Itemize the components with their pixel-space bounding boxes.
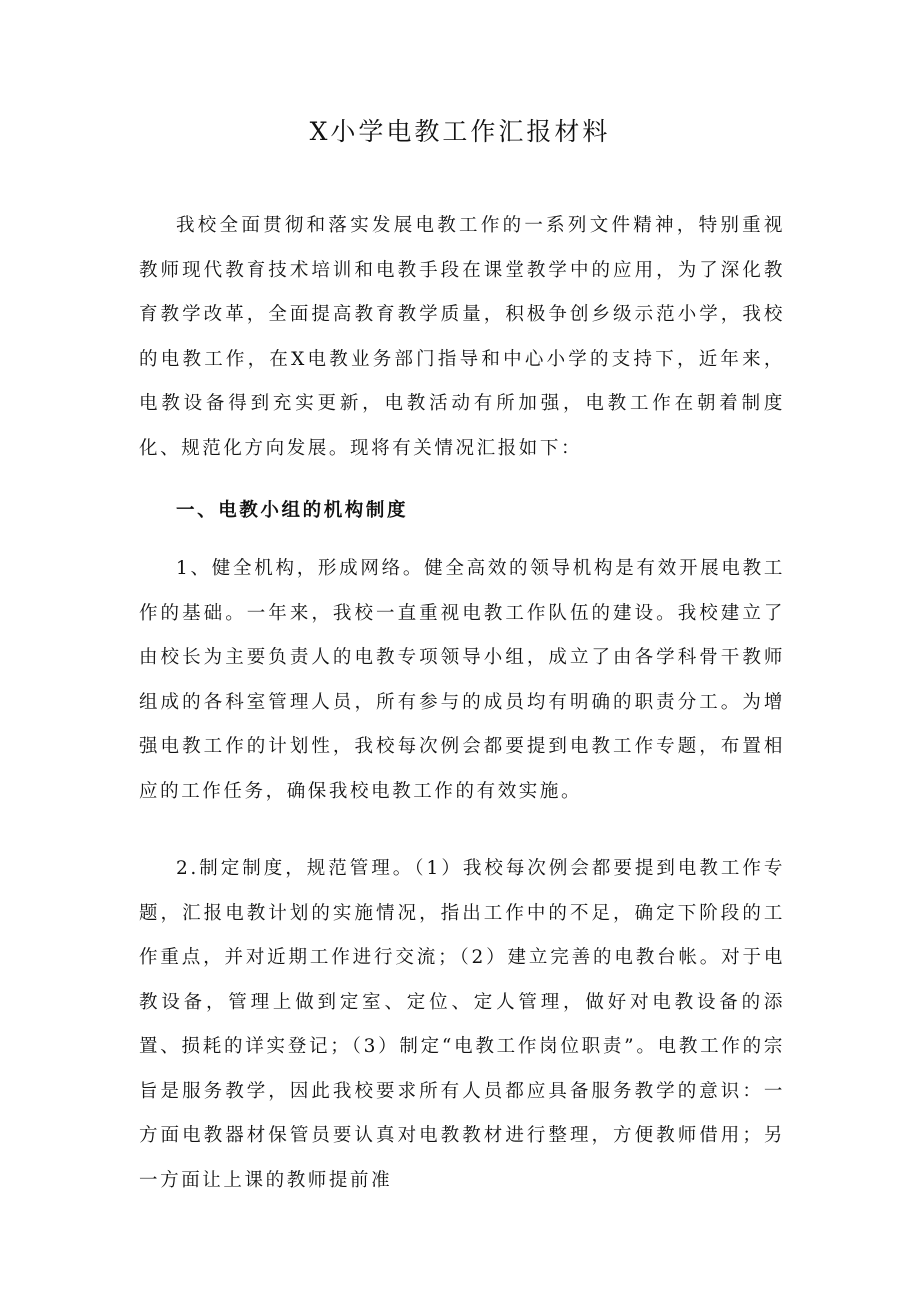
document-title: X小学电教工作汇报材料 bbox=[309, 117, 611, 146]
section-heading: 一、电教小组的机构制度 bbox=[176, 500, 409, 521]
item-2-paragraph: 2.制定制度，规范管理。（1）我校每次例会都要提到电教工作专题，汇报电教计划的实施情况，指出工作中的不足，确定下阶段的工作重点，并对近期工作进行交流；（2）建立完善的电教台帐。对于电教设备，管理上做到定室、定位、定人管理，做好对电教设备的添置、损耗的详实登记；（3）制定“电教工作岗位职责”。电教工作的宗旨是服务教学，因此我校要求所有人员都应具备服务教学的意识：一方面电教器材保管员要认真对电教教材进行整理，方便教师借用；另一方面让上课的教师提前准 bbox=[139, 858, 785, 1191]
item-1-paragraph: 1、健全机构，形成网络。健全高效的领导机构是有效开展电教工作的基础。一年来，我校一直重视电教工作队伍的建设。我校建立了由校长为主要负责人的电教专项领导小组，成立了由各学科骨干教师组成的各科室管理人员，所有参与的成员均有明确的职责分工。为增强电教工作的计划性，我校每次例会都要提到电教工作专题，布置相应的工作任务，确保我校电教工作的有效实施。 bbox=[139, 558, 785, 802]
intro-paragraph: 我校全面贯彻和落实发展电教工作的一系列文件精神，特别重视教师现代教育技术培训和电教手段在课堂教学中的应用，为了深化教育教学改革，全面提高教育教学质量，积极争创乡级示范小学，我校的电教工作，在X电教业务部门指导和中心小学的支持下，近年来，电教设备得到充实更新，电教活动有所加强，电教工作在朝着制度化、规范化方向发展。现将有关情况汇报如下： bbox=[139, 215, 785, 459]
